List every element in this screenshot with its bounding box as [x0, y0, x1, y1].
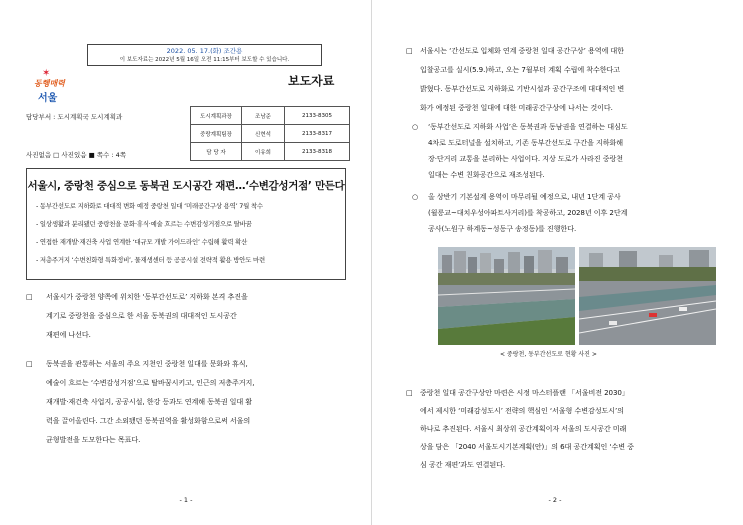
square-bullet: □ — [26, 359, 33, 368]
contact-name: 조남준 — [242, 107, 285, 125]
contact-name: 이유희 — [242, 143, 285, 161]
paragraph-line: 입찰공고를 실시(5.9.)하고, 오는 7월부터 계획 수립에 착수한다고 — [420, 65, 621, 74]
paragraph — [406, 386, 736, 476]
paragraph-line: 동북권을 관통하는 서울의 주요 지천인 중랑천 일대를 문화와 휴식, — [46, 359, 248, 368]
paragraph-line: 공사(노원구 하계동~성동구 송정동)를 진행한다. — [428, 224, 577, 233]
paragraph-line: 재개발·재건축 사업지, 공공시설, 한강 등과도 연계해 동북권 일대 활 — [46, 397, 253, 406]
paragraph-line: 예술이 흐르는 ‘수변감성거점’으로 탈바꿈시키고, 인근의 저층주거지, — [46, 378, 255, 387]
sub-paragraph — [412, 120, 732, 184]
photo-dongbu-expressway — [579, 247, 716, 345]
paragraph-line: 하나로 추진된다. 서울시 최상위 공간계획이자 서울의 도시공간 미래 — [420, 424, 627, 433]
photo-pages-line: 사진없음 □ 사진있음 ■ 쪽수 : 4쪽 — [26, 151, 127, 159]
paragraph-line: 서울시는 ‘간선도로 입체화 연계 중랑천 일대 공간구상’ 용역에 대한 — [420, 46, 624, 55]
contact-row — [191, 143, 350, 161]
contact-name: 신현석 — [242, 125, 285, 143]
paragraph-line: 심 공간 재편’과도 연결된다. — [420, 460, 506, 469]
paragraph-line: 상을 담은 「2040 서울도시기본계획(안)」의 6대 공간계획인 ‘수변 중 — [420, 442, 634, 451]
square-bullet: □ — [26, 292, 33, 301]
contact-role: 담 당 자 — [191, 143, 242, 161]
paragraph-line: 밝혔다. 동부간선도로 지하화로 기반시설과 공간구조에 대대적인 변 — [420, 84, 625, 93]
page-number: - 1 - — [179, 496, 193, 504]
site-photos — [438, 247, 716, 345]
square-bullet: □ — [406, 388, 413, 397]
paragraph-line: 장·단거리 교통을 분리하는 사업이다. 지상 도로가 사라진 중랑천 — [428, 154, 623, 163]
paragraph-line: 재편에 나선다. — [46, 330, 91, 339]
photo-caption: < 중랑천, 동부간선도로 현황 사진 > — [500, 351, 597, 358]
contact-table — [190, 106, 350, 161]
paragraph-line: 계기로 중랑천을 중심으로 한 서울 동북권의 대대적인 도시공간 — [46, 311, 237, 320]
headline-subpoint: - 저층주거지 ‘수변친화형 특화정비’, 물재생센터 등 공공시설 전략적 활용 방안도 마련 — [36, 256, 266, 264]
headline-subpoint: - 동부간선도로 지하화로 대대적 변화 예정 중랑천 일대 ‘미래공간구상 용역’ 7월 착수 — [36, 202, 263, 210]
paragraph-line: 중랑천 일대 공간구상안 마련은 시정 마스터플랜 「서울비전 2030」 — [420, 388, 629, 397]
contact-phone: 2133-8317 — [285, 125, 350, 143]
release-date: 2022. 05. 17.(화) 조간용 — [166, 47, 243, 55]
paragraph — [26, 290, 346, 340]
paragraph — [406, 44, 736, 116]
seoul-logo — [30, 68, 74, 104]
headline-title: 서울시, 중랑천 중심으로 동북권 도시공간 재편…‘수변감성거점’ 만든다 — [27, 180, 345, 192]
paragraph-line: 서울시가 중랑천 양쪽에 위치한 ‘동부간선도로’ 지하화 본격 추진을 — [46, 292, 248, 301]
headline-subpoint: - 일상생활과 분리됐던 중랑천을 문화·휴식·예술 흐르는 수변감성거점으로 탈바꿈 — [36, 220, 252, 228]
paragraph-line: 4차로 도로터널을 설치하고, 기존 동부간선도로 구간을 지하화해 — [428, 138, 624, 147]
headline-box — [26, 168, 346, 280]
paragraph-line: 력을 끌어올린다. 그간 소외됐던 동북권역을 활성화함으로써 서울의 — [46, 416, 251, 425]
paragraph-line: 올 상반기 기본설계 용역이 마무리될 예정으로, 내년 1단계 공사 — [428, 192, 621, 201]
paragraph-line: 화가 예정된 중랑천 일대에 대한 미래공간구상에 나서는 것이다. — [420, 103, 613, 112]
department-line: 담당부서 : 도시계획국 도시계획과 — [26, 113, 123, 121]
press-release-label: 보도자료 — [288, 74, 335, 88]
contact-role: 중랑계획팀장 — [191, 125, 242, 143]
contact-phone: 2133-8318 — [285, 143, 350, 161]
paragraph — [26, 357, 346, 453]
paragraph-line: (월릉교~대치우성아파트사거리)를 착공하고, 2028년 이후 2단계 — [428, 208, 628, 217]
square-bullet: □ — [406, 46, 413, 55]
circle-bullet: ○ — [412, 192, 419, 201]
paragraph-line: 균형발전을 도모한다는 목표다. — [46, 435, 141, 444]
headline-subpoint: - 연접한 재개발·재건축 사업 연계한 ‘대규모 개발 가이드라인’ 수립해 활력 확산 — [36, 238, 248, 246]
page-number: - 2 - — [548, 496, 562, 504]
contact-role: 도시계획과장 — [191, 107, 242, 125]
logo-word-1: 동행매력 — [34, 79, 65, 88]
release-date-box — [87, 44, 322, 66]
logo-word-2: 서울 — [38, 93, 58, 104]
page-1 — [0, 0, 371, 525]
contact-row — [191, 125, 350, 143]
logo-mark-icon: ✶ — [42, 68, 51, 79]
paragraph-line: 일대는 수변 친화공간으로 재조성된다. — [428, 170, 545, 179]
contact-phone: 2133-8305 — [285, 107, 350, 125]
sub-paragraph — [412, 190, 732, 240]
paragraph-line: 에서 제시한 ‘미래감성도시’ 전략의 핵심인 ‘서울형 수변감성도시’의 — [420, 406, 624, 415]
photo-jungnangcheon-river — [438, 247, 575, 345]
paragraph-line: ‘동부간선도로 지하화 사업’은 동북권과 동남권을 연결하는 대심도 — [428, 122, 628, 131]
embargo-notice: 이 보도자료는 2022년 5월 16일 오전 11:15부터 보도할 수 있습니다. — [119, 57, 290, 63]
circle-bullet: ○ — [412, 122, 419, 131]
contact-row — [191, 107, 350, 125]
